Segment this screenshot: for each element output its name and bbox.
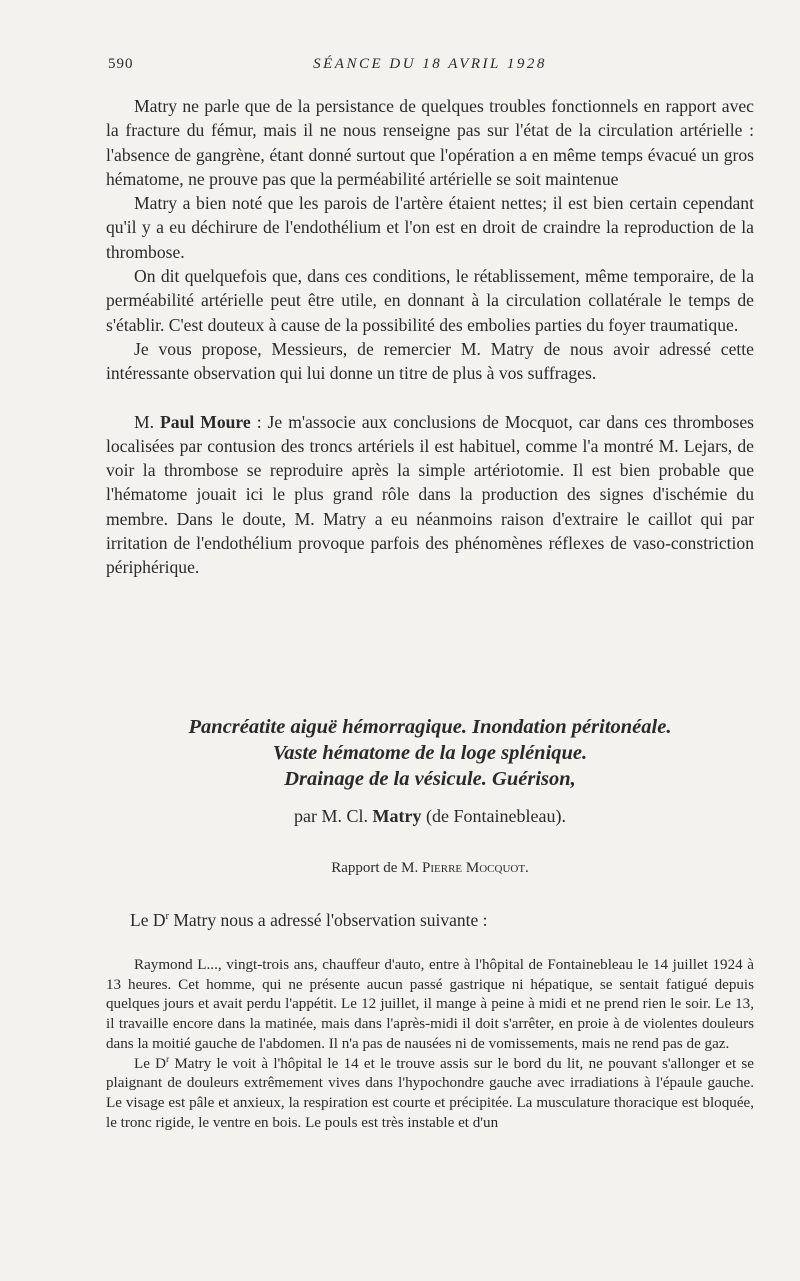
case-report-text xyxy=(106,956,754,1133)
para-superscript: r xyxy=(166,1053,170,1064)
title-line: Drainage de la vésicule. Guérison, xyxy=(284,768,576,790)
intro-rest: Matry nous a adressé l'observation suivante : xyxy=(168,910,488,930)
author-prefix: par M. Cl. xyxy=(294,806,373,826)
speaker-prefix: M. xyxy=(134,411,161,432)
paragraph: Matry ne parle que de la persistance de quelques troubles fonctionnels en rapport avec la fracture du fémur, mais il ne nous renseigne pas sur l'état de la circulation artérielle : l'absence de gangrène, étant donné surtout que l'opération a en même temps évacué un gros hématome, ne prouve pas que la perméabilité artérielle se soit maintenue xyxy=(106,96,754,189)
speaker-name: Paul Moure xyxy=(160,411,251,432)
article-title xyxy=(100,714,760,792)
paragraph: Matry a bien noté que les parois de l'artère étaient nettes; il est bien certain cependant qu'il y a eu déchirure de l'endothélium et l'on est en droit de craindre la reproduction de la thrombose. xyxy=(106,193,754,262)
page-header xyxy=(108,56,752,80)
article-author xyxy=(100,806,760,827)
reporter-name: Pierre Mocquot. xyxy=(422,860,529,876)
report-credit xyxy=(100,860,760,877)
intro-lead: Le D xyxy=(130,910,166,930)
para-lead: Le D xyxy=(134,1055,167,1072)
intro-line xyxy=(130,910,770,931)
author-name: Matry xyxy=(372,806,422,826)
title-line: Vaste hématome de la loge splénique. xyxy=(272,742,588,764)
paragraph: Je vous propose, Messieurs, de remercier M. Matry de nous avoir adressé cette intéressante observation qui lui donne un titre de plus à vos suffrages. xyxy=(106,338,754,384)
page-number: 590 xyxy=(108,56,134,72)
author-affiliation: (de Fontainebleau). xyxy=(421,806,566,826)
para-rest: Matry le voit à l'hôpital le 14 et le trouve assis sur le bord du lit, ne pouvant s'allonger et se plaignant de douleurs extrêmement vives dans l'hypochondre gauche avec irradiations à l'épaule gauche. Le visage est pâle et anxieux, la respiration est courte et précipitée. La musculature thoracique est bloquée, le tronc rigide, le ventre en bois. Le pouls est très instable et d'un xyxy=(106,1055,754,1131)
paragraph: Raymond L..., vingt-trois ans, chauffeur d'auto, entre à l'hôpital de Fontainebleau le 14 juillet 1924 à 13 heures. Cet homme, qui ne présente aucun passé gastrique ni hépatique, se sentait fatigué depuis quelques jours et avait perdu l'appétit. Le 12 juillet, il mange à peine à midi et ne prend rien le soir. Le 13, il travaille encore dans la matinée, mais dans l'après-midi il doit s'arrêter, en proie à de violentes douleurs dans la moitié gauche de l'abdomen. Il n'a pas de nausées ni de vomissements, mais ne rend pas de gaz. xyxy=(106,957,754,1052)
discussion-text xyxy=(106,94,754,580)
intro-superscript: r xyxy=(165,911,169,923)
paragraph: On dit quelquefois que, dans ces conditions, le rétablissement, même temporaire, de la perméabilité artérielle peut être utile, en donnant à la circulation collatérale le temps de s'établir. C'est douteux à cause de la possibilité des embolies parties du foyer traumatique. xyxy=(106,266,754,335)
paragraph-paul-moure xyxy=(106,410,754,580)
running-title: SÉANCE DU 18 AVRIL 1928 xyxy=(313,56,547,72)
paragraph xyxy=(106,1055,754,1134)
title-line: Pancréatite aiguë hémorragique. Inondation péritonéale. xyxy=(188,716,672,738)
speaker-remarks: : Je m'associe aux conclusions de Mocquot, car dans ces thromboses localisées par contusion des troncs artériels il est habituel, comme l'a montré M. Lejars, de voir la thrombose se reproduire après la simple artériotomie. Il est bien probable que l'hématome jouait ici le plus grand rôle dans la production des signes d'ischémie du membre. Dans le doute, M. Matry a eu néanmoins raison d'extraire le caillot qui par irritation de l'endothélium provoque parfois des phénomènes réflexes de vaso-constriction périphérique. xyxy=(106,411,754,578)
report-prefix: Rapport de M. xyxy=(331,860,423,876)
